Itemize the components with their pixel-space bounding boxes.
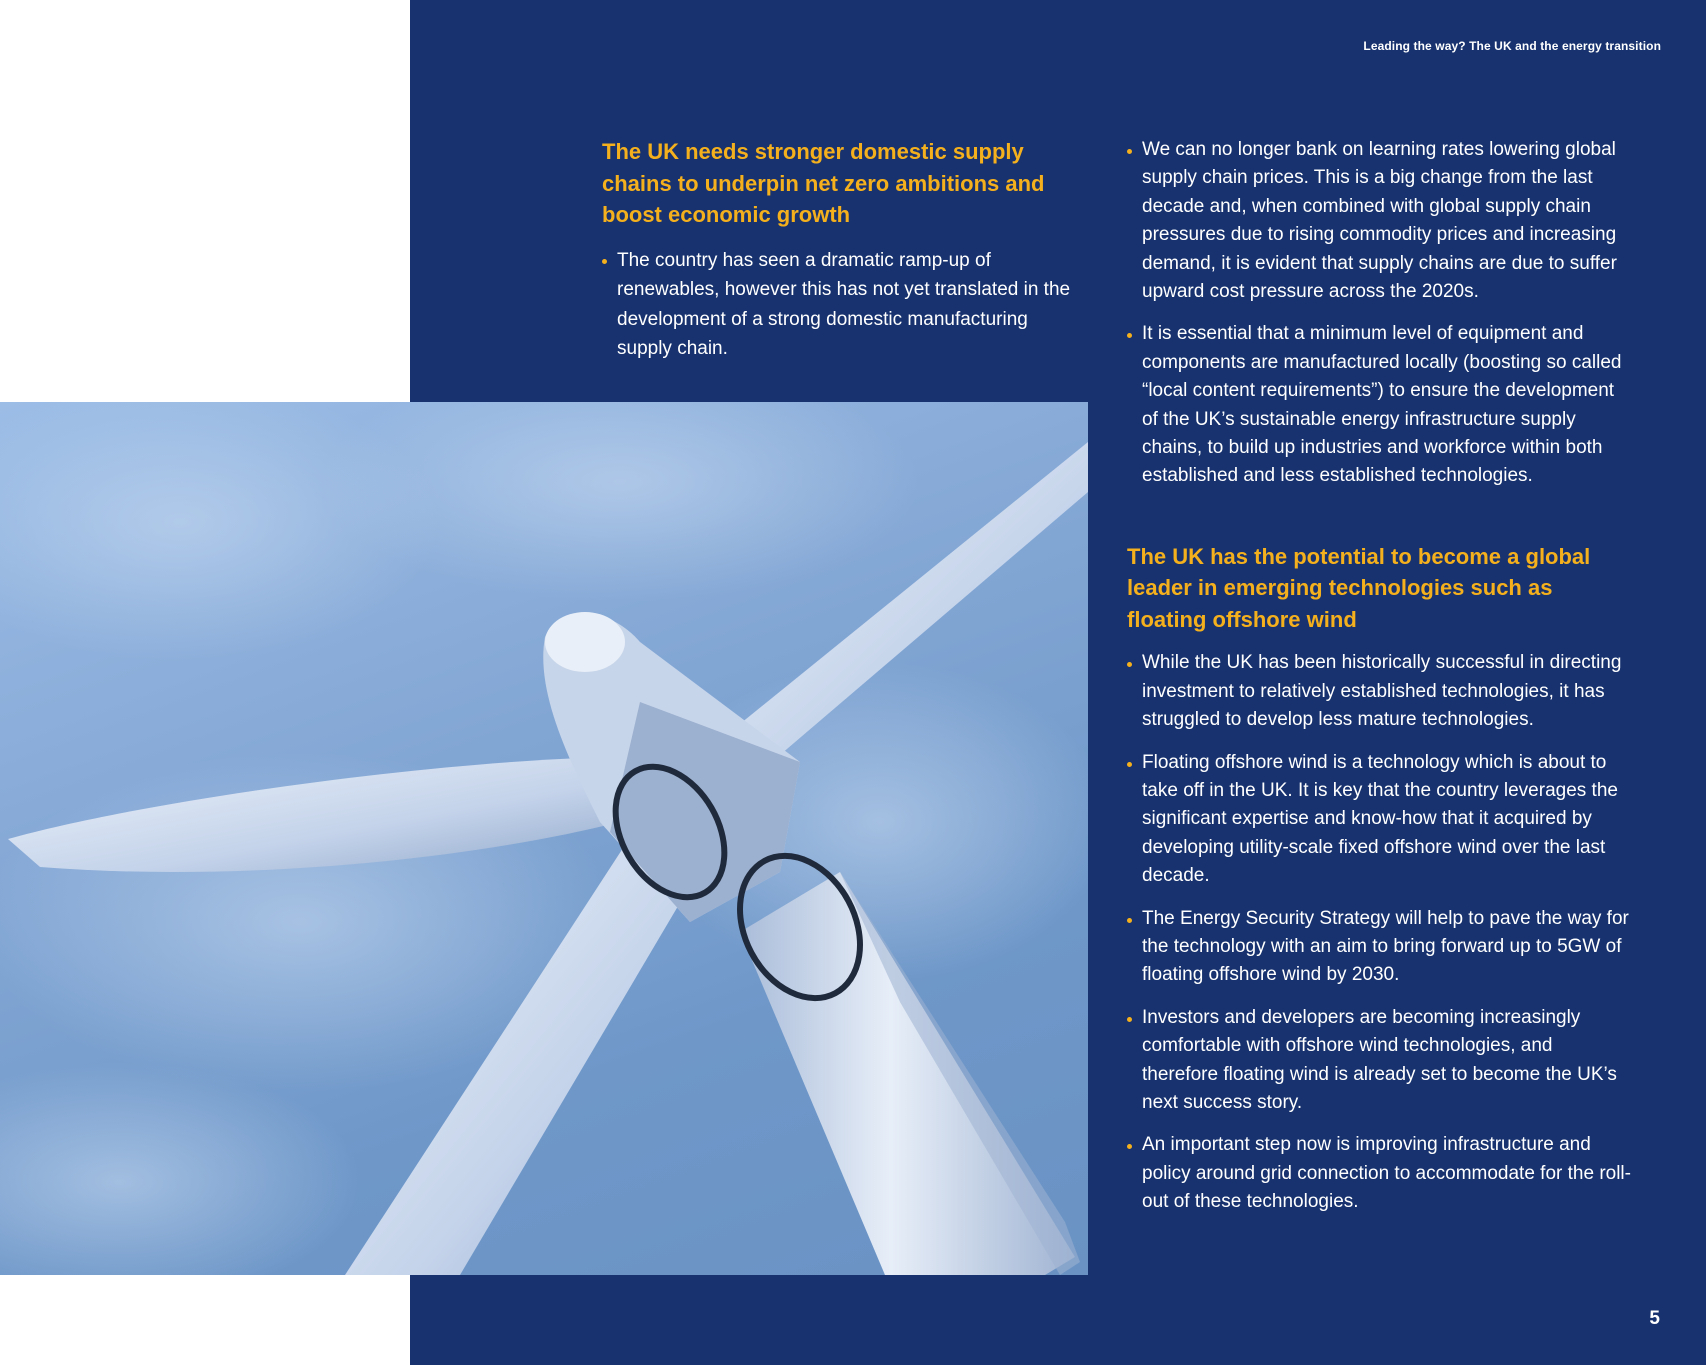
section-heading-supply-chains: The UK needs stronger domestic supply chains to underpin net zero ambitions and boost economic growth <box>602 139 1045 227</box>
list-item: While the UK has been historically successful in directing investment to relatively established technologies, it has struggled to develop less mature technologies. <box>1127 649 1632 734</box>
list-item: An important step now is improving infrastructure and policy around grid connection to accommodate for the roll-out of these technologies. <box>1127 1131 1632 1216</box>
list-item: Floating offshore wind is a technology which is about to take off in the UK. It is key that the country leverages the significant expertise and know-how that it acquired by developing utility-scale fixed offshore wind over the last decade. <box>1127 749 1632 891</box>
right-column <box>1127 136 1632 1231</box>
list-item: The country has seen a dramatic ramp-up of renewables, however this has not yet translated in the development of a strong domestic manufacturing supply chain. <box>602 246 1072 364</box>
bullet-list <box>1127 649 1632 1216</box>
list-item: We can no longer bank on learning rates lowering global supply chain prices. This is a big change from the last decade and, when combined with global supply chain pressures due to rising commodity prices and increasing demand, it is evident that supply chains are due to suffer upward cost pressure across the 2020s. <box>1127 136 1632 306</box>
left-column <box>602 136 1072 378</box>
section-heading-floating-wind: The UK has the potential to become a global leader in emerging technologies such as floating offshore wind <box>1127 543 1591 632</box>
wind-turbine-illustration <box>0 402 1088 1275</box>
bullet-list <box>602 246 1072 364</box>
wind-turbine-photo <box>0 402 1088 1275</box>
page-number: 5 <box>1649 1308 1660 1329</box>
bullet-list <box>1127 136 1632 491</box>
list-item: The Energy Security Strategy will help to pave the way for the technology with an aim to bring forward up to 5GW of floating offshore wind by 2030. <box>1127 905 1632 990</box>
list-item: It is essential that a minimum level of equipment and components are manufactured locally (boosting so called “local content requirements”) to ensure the development of the UK’s sustainable energy infrastructure supply chains, to build up industries and workforce within both established and less established technologies. <box>1127 320 1632 490</box>
list-item: Investors and developers are becoming increasingly comfortable with offshore wind technologies, and therefore floating wind is already set to become the UK’s next success story. <box>1127 1004 1632 1118</box>
running-header: Leading the way? The UK and the energy transition <box>1363 39 1661 53</box>
